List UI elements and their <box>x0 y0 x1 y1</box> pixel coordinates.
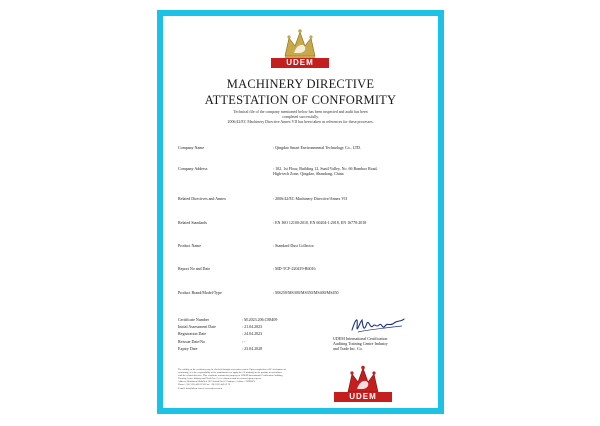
company-name-value: : Qingdao Smart Environmental Technology Co., LTD. <box>273 145 362 150</box>
product-brand-value: : MS250/MS300/MS350/MS400/MS450 <box>273 290 339 295</box>
date-row <box>178 330 308 337</box>
issuer-line: Auditing Training Centre Industry <box>333 341 388 347</box>
address-line: : 102, 1st Floor, Building 12, Sunil Valley, No. 66 Bamboo Road, <box>273 166 378 171</box>
related-standards-value: : EN ISO 12100:2010, EN 60204-1:2018, EN 16770:2018 <box>273 220 367 225</box>
certificate-dates <box>178 316 308 352</box>
date-value: : - <box>242 338 246 344</box>
address-line: High-tech Zone, Qingdao, Shandong, China <box>273 171 344 177</box>
related-directives-label: Related Directives and Annex <box>178 196 226 201</box>
company-address-value <box>273 166 430 176</box>
company-address-label: Company Address <box>178 166 208 171</box>
footer-line: Training Centre Industry and Trade Inc. Co. to whom it must be returned upon request. <box>178 377 262 381</box>
certificate-border <box>157 10 444 414</box>
date-value: : M.2023.206.C88409 <box>242 317 278 322</box>
footer-line: E-mail: info@udem.com.tr www.udem.com.tr <box>178 386 223 390</box>
product-brand-label: Product Brand/Model/Type <box>178 290 222 295</box>
signature-image <box>348 314 408 336</box>
date-label: Reissue Date/No <box>178 338 205 344</box>
footer-line: Phone: +90 (312) 443 03 90 Fax: +90 (312) 443 03 76 <box>178 383 231 387</box>
certificate-paper <box>163 16 438 408</box>
product-name-label: Product Name <box>178 243 201 248</box>
footer-notes <box>178 368 326 390</box>
date-label: Initial Assessment Date <box>178 324 216 330</box>
report-no-label: Report No and Date <box>178 266 211 271</box>
product-name-value: : Standard Dust Collector <box>273 243 314 248</box>
date-value: : 21.04.2023 <box>242 324 263 330</box>
date-row <box>178 323 308 330</box>
intro-line: 2006/42/EC Machinery Directive Annex VII has been taken as references for these processes. <box>227 120 374 124</box>
intro-text <box>177 110 424 125</box>
related-standards-label: Related Standards <box>178 220 207 225</box>
udem-crown-logo-icon <box>281 26 319 62</box>
date-label: Registration Date <box>178 331 207 337</box>
certificate-title-line1: MACHINERY DIRECTIVE <box>226 77 375 91</box>
footer-line: conformity, it is the responsibility of the manufacturer to apply the CE marking on the product in accordance <box>178 371 283 375</box>
date-value: : 23.04.2028 <box>242 345 263 351</box>
related-directives-value: : 2006/42/EC Machinery Directive/Annex VII <box>273 196 347 201</box>
issuer-line: and Trade Inc. Co. <box>333 346 363 352</box>
issuer-block <box>333 336 433 352</box>
certificate-title-line2: ATTESTATION OF CONFORMITY <box>204 93 397 107</box>
footer-line: with the related directive. This certificate remains the property of UDEM International Certification Auditing <box>178 374 283 378</box>
company-name-label: Company Name <box>178 145 205 150</box>
udem-logo-label: UDEM <box>271 58 329 68</box>
date-row <box>178 345 308 352</box>
footer-line: Address: Mutlukent Mahallesi 2073 Sokak No:10 Cankaya - Ankara - TURKEY <box>178 380 256 384</box>
udem-logo-bottom-label: UDEM <box>334 392 392 402</box>
date-value: : 24.04.2023 <box>242 331 263 337</box>
intro-line: completed successfully. <box>282 115 319 119</box>
date-row <box>178 338 308 345</box>
date-row <box>178 316 308 323</box>
date-label: Expiry Date <box>178 345 198 351</box>
footer-line: The validity of the certificate may be checked through www.udem.com.tr. Upon completion of EC declaration of <box>178 368 286 371</box>
issuer-line: UDEM International Certification <box>333 336 388 341</box>
date-label: Certificate Number <box>178 317 209 322</box>
intro-line: Technical file of the company mentioned below has been inspected and audit has been <box>233 110 368 114</box>
report-no-value: : MD-TCF-220419-R6016 <box>273 266 316 271</box>
